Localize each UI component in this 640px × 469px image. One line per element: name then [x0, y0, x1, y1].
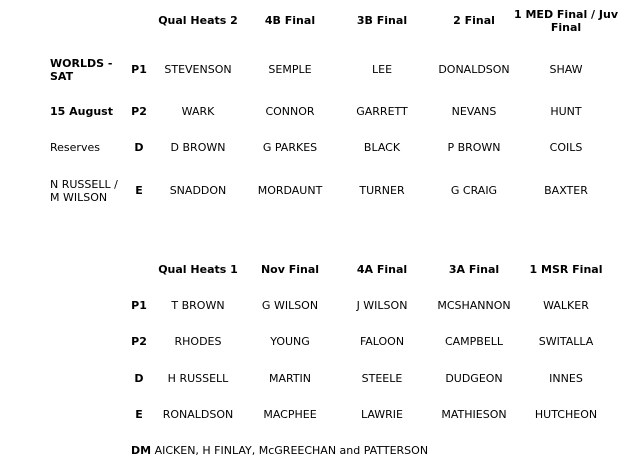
row-position: E: [135, 184, 143, 197]
table-cell: HUNT: [550, 105, 582, 118]
table-cell: TURNER: [359, 184, 405, 197]
col-header: Qual Heats 1: [158, 263, 238, 276]
table-cell: MCSHANNON: [437, 299, 511, 312]
table-cell: WARK: [181, 105, 215, 118]
table-cell: NEVANS: [451, 105, 497, 118]
footer-label: DM: [131, 444, 152, 457]
table-cell: RHODES: [174, 335, 222, 348]
table-cell: LAWRIE: [360, 408, 404, 421]
col-header: 3B Final: [356, 14, 408, 27]
table-cell: COILS: [549, 141, 583, 154]
table-cell: MORDAUNT: [257, 184, 323, 197]
table-cell: FALOON: [359, 335, 405, 348]
row-label: Reserves: [50, 141, 100, 154]
table-cell: BLACK: [363, 141, 401, 154]
table-cell: MATHIESON: [441, 408, 507, 421]
row-label: WORLDS - SAT: [50, 57, 113, 83]
footer-text: AICKEN, H FINLAY, McGREECHAN and PATTERSON: [154, 444, 429, 457]
col-header: Nov Final: [260, 263, 320, 276]
table-cell: T BROWN: [171, 299, 225, 312]
table-cell: DUDGEON: [445, 372, 503, 385]
table-cell: CONNOR: [265, 105, 315, 118]
table-cell: D BROWN: [170, 141, 226, 154]
table-cell: SWITALLA: [538, 335, 594, 348]
table-cell: INNES: [549, 372, 583, 385]
table-cell: LEE: [371, 63, 393, 76]
table-cell: G CRAIG: [450, 184, 498, 197]
row-position: D: [134, 141, 144, 154]
table-cell: MARTIN: [268, 372, 312, 385]
row-position: P2: [131, 105, 147, 118]
table-cell: G WILSON: [261, 299, 319, 312]
table-cell: SHAW: [549, 63, 583, 76]
table-cell: MACPHEE: [263, 408, 317, 421]
col-header: 4B Final: [264, 14, 316, 27]
table-cell: GARRETT: [356, 105, 408, 118]
table-cell: BAXTER: [544, 184, 588, 197]
table-cell: SEMPLE: [268, 63, 312, 76]
table-cell: STEELE: [361, 372, 403, 385]
table-cell: SNADDON: [169, 184, 227, 197]
col-header: 3A Final: [448, 263, 500, 276]
table-cell: STEVENSON: [164, 63, 232, 76]
col-header: 1 MED Final / Juv Final: [514, 8, 618, 34]
table-cell: WALKER: [543, 299, 589, 312]
table-cell: RONALDSON: [162, 408, 234, 421]
table-cell: HUTCHEON: [534, 408, 598, 421]
row-position: P2: [131, 335, 147, 348]
row-label: 15 August: [50, 105, 113, 118]
footer-note: [131, 444, 428, 457]
row-position: P1: [131, 299, 147, 312]
col-header: 4A Final: [356, 263, 408, 276]
col-header: Qual Heats 2: [158, 14, 238, 27]
table-cell: J WILSON: [356, 299, 408, 312]
table-cell: YOUNG: [270, 335, 310, 348]
row-label: N RUSSELL / M WILSON: [50, 178, 118, 204]
row-position: D: [134, 372, 144, 385]
row-position: E: [135, 408, 143, 421]
table-cell: CAMPBELL: [444, 335, 504, 348]
col-header: 2 Final: [453, 14, 495, 27]
row-position: P1: [131, 63, 147, 76]
col-header: 1 MSR Final: [529, 263, 603, 276]
table-cell: P BROWN: [447, 141, 501, 154]
table-cell: G PARKES: [262, 141, 318, 154]
table-cell: H RUSSELL: [167, 372, 229, 385]
table-cell: DONALDSON: [438, 63, 510, 76]
